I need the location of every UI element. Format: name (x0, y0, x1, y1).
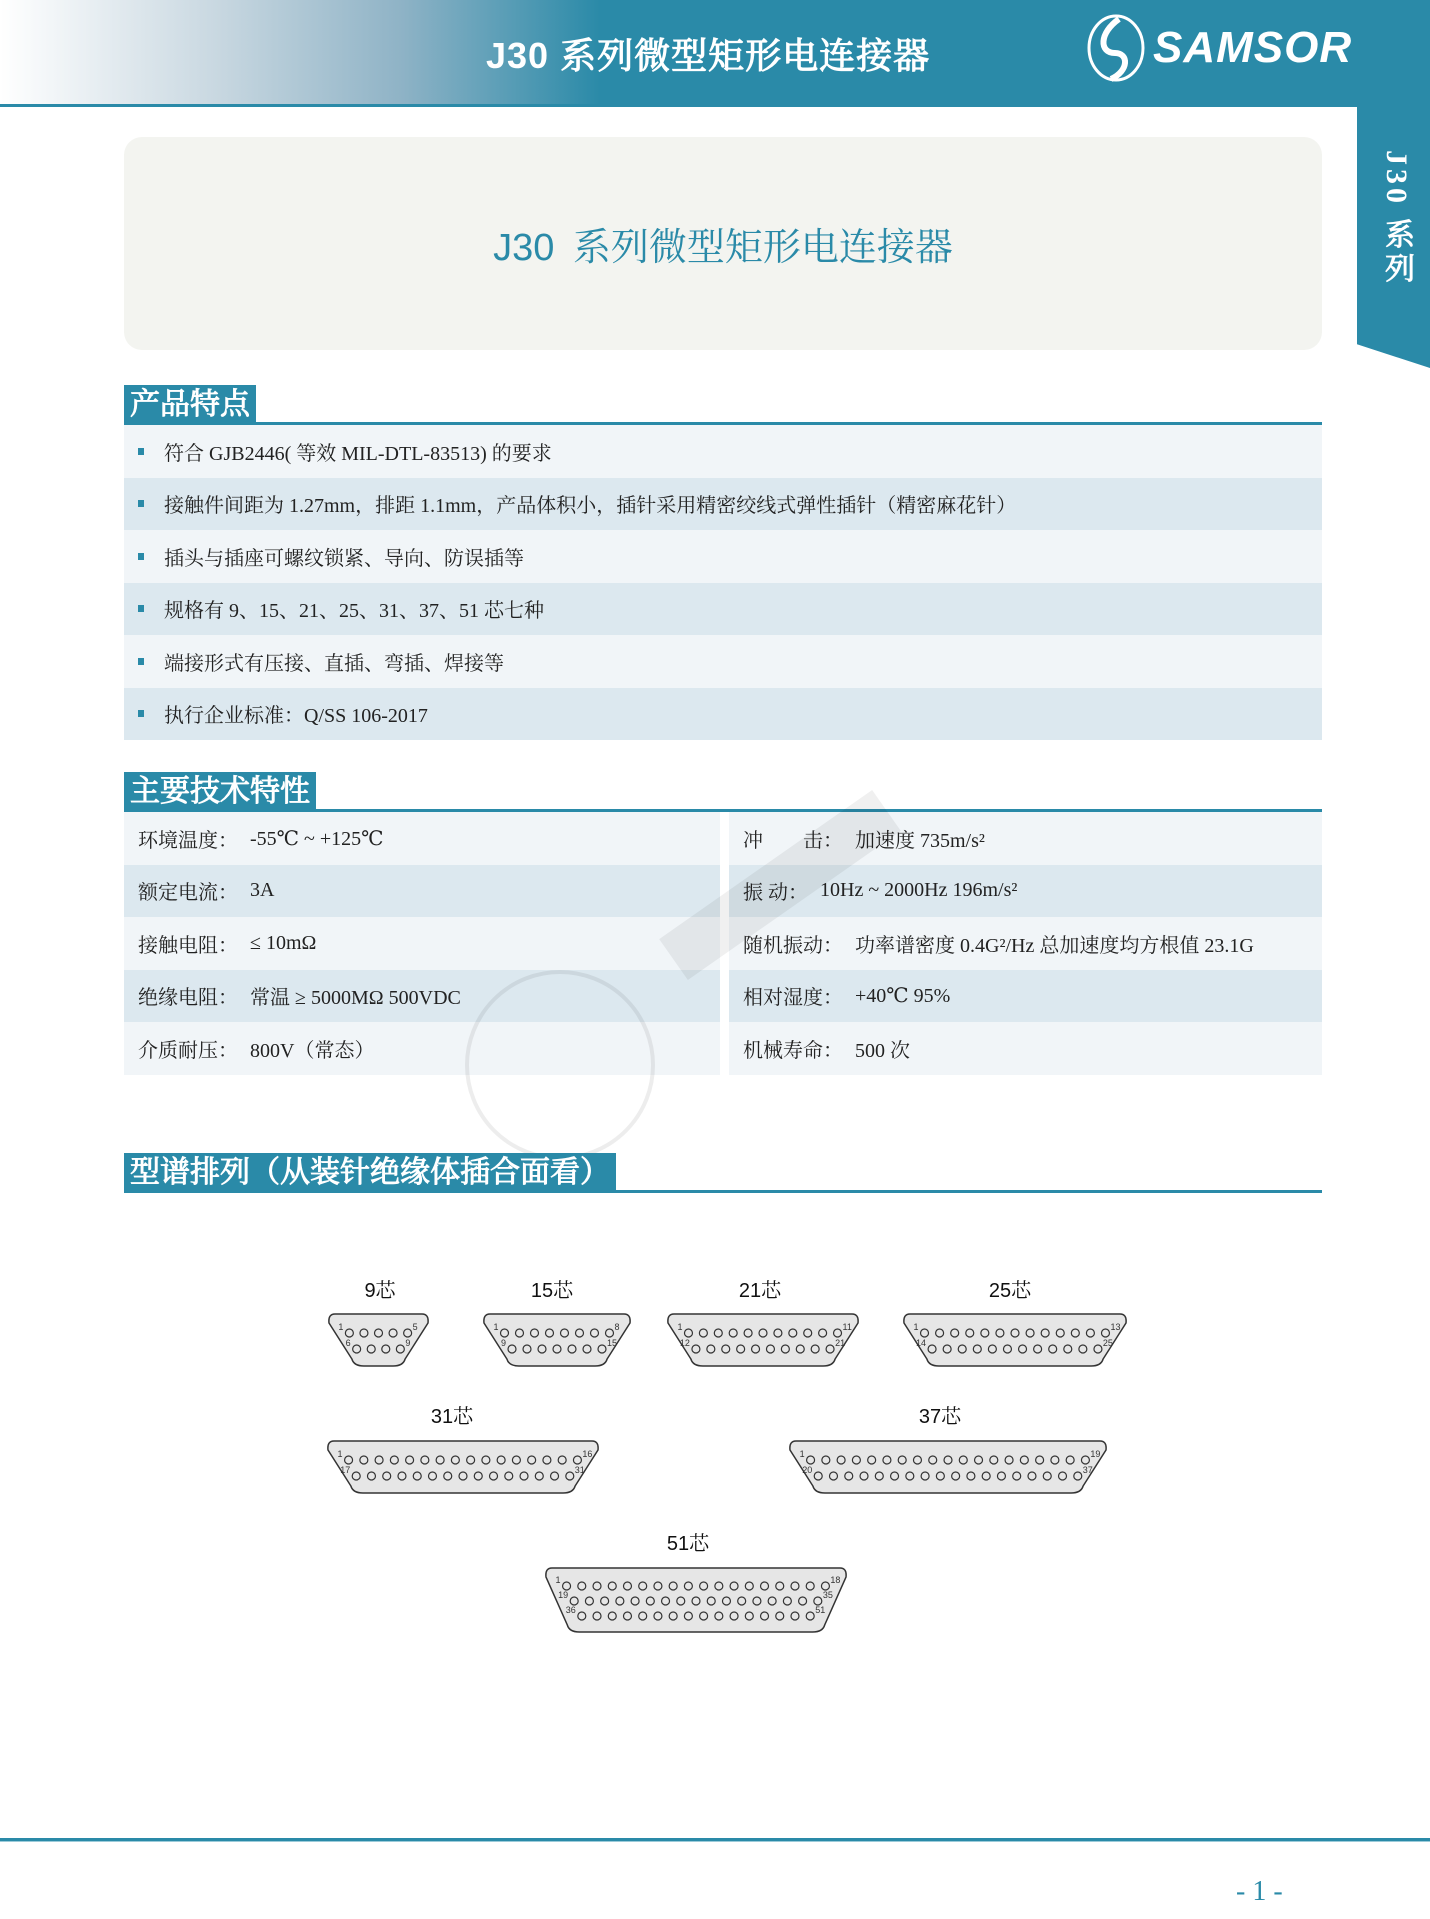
bullet-icon (138, 605, 144, 612)
spec-value: 功率谱密度 0.4G²/Hz 总加速度均方根值 23.1G (855, 934, 1254, 957)
spec-value: 800V（常态） (250, 1039, 375, 1062)
connector-label: 31芯 (430, 1406, 474, 1428)
spec-value: 加速度 735m/s² (855, 829, 985, 852)
specs-heading: 主要技术特性 (124, 772, 316, 812)
pin-number: 1 (338, 1322, 344, 1332)
pin-number: 12 (679, 1338, 690, 1348)
pin-number: 9 (500, 1338, 506, 1348)
swirl-logo-icon (1085, 13, 1147, 83)
bullet-icon (138, 658, 144, 665)
spec-cell (124, 865, 720, 918)
bullet-icon (138, 553, 144, 560)
pin-number: 31 (574, 1465, 585, 1475)
pin-number: 6 (345, 1338, 351, 1348)
spec-cell (124, 812, 720, 865)
title-card (124, 137, 1322, 350)
connector-outline (546, 1568, 846, 1632)
card-title: J30 系列微型矩形电连接器 (493, 227, 953, 269)
connector-label: 51芯 (666, 1533, 710, 1555)
connector-label: 25芯 (988, 1280, 1032, 1302)
spec-cell (124, 917, 720, 970)
pin-number: 1 (337, 1449, 343, 1459)
layout-section-header (124, 1153, 1322, 1193)
pin-number: 11 (842, 1322, 852, 1332)
feature-item (124, 688, 1322, 741)
bullet-icon (138, 500, 144, 507)
pin-number: 17 (340, 1465, 351, 1475)
specs-section-header (124, 772, 1322, 812)
spec-value: 10Hz ~ 2000Hz 196m/s² (820, 879, 1018, 902)
pin-number: 19 (1090, 1449, 1101, 1459)
spec-label: 介质耐压： (138, 1039, 238, 1062)
connector-shell (666, 1313, 860, 1367)
feature-item (124, 425, 1322, 478)
pin-number: 1 (799, 1449, 805, 1459)
spec-cell (729, 917, 1322, 970)
feature-item (124, 478, 1322, 531)
connector-label: 15芯 (530, 1280, 574, 1302)
spec-label: 机械寿命： (743, 1039, 843, 1062)
header-divider (0, 104, 1357, 107)
feature-text: 接触件间距为 1.27mm，排距 1.1mm，产品体积小，插针采用精密绞线式弹性插针（精密麻花针） (164, 495, 1017, 518)
feature-text: 符合 GJB2446( 等效 MIL-DTL-83513) 的要求 (164, 442, 552, 465)
logo-text: SAMSOR (1153, 23, 1353, 72)
page-number: - 1 - (1236, 1876, 1283, 1907)
features-heading: 产品特点 (124, 385, 256, 425)
connector-shell (788, 1440, 1108, 1494)
connector-shell (327, 1313, 430, 1367)
footer-divider (0, 1838, 1430, 1842)
connector-shell (902, 1313, 1128, 1367)
connector-outline (668, 1314, 858, 1366)
pin-number: 1 (913, 1322, 919, 1332)
feature-text: 执行企业标准：Q/SS 106-2017 (164, 705, 428, 728)
connector-outline (790, 1441, 1106, 1493)
pin-number: 15 (607, 1338, 618, 1348)
connector-outline (328, 1441, 598, 1493)
pin-number: 36 (565, 1605, 576, 1615)
pin-number: 1 (555, 1575, 561, 1585)
feature-item (124, 530, 1322, 583)
spec-cell (729, 1022, 1322, 1075)
connector-shell (482, 1313, 632, 1367)
feature-item (124, 583, 1322, 636)
features-section-header (124, 385, 1322, 425)
feature-text: 规格有 9、15、21、25、31、37、51 芯七种 (164, 600, 544, 623)
connector-label: 9芯 (364, 1280, 396, 1302)
spec-label: 接触电阻： (138, 934, 238, 957)
spec-label: 绝缘电阻： (138, 987, 238, 1010)
pin-number: 14 (916, 1338, 927, 1348)
pin-number: 37 (1082, 1465, 1093, 1475)
series-side-label: J30 系列 (1380, 150, 1413, 287)
pin-number: 5 (412, 1322, 418, 1332)
feature-item (124, 635, 1322, 688)
bullet-icon (138, 710, 144, 717)
header-title: J30 系列微型矩形电连接器 (486, 35, 931, 76)
connector-label: 21芯 (738, 1280, 782, 1302)
pin-number: 21 (835, 1338, 846, 1348)
connector-shell (544, 1567, 848, 1633)
spec-label: 相对湿度： (743, 987, 843, 1010)
spec-label: 振 动： (743, 882, 808, 905)
bullet-icon (138, 448, 144, 455)
feature-text: 插头与插座可螺纹锁紧、导向、防误插等 (164, 547, 524, 570)
layout-heading: 型谱排列（从装针绝缘体插合面看） (124, 1153, 616, 1193)
spec-cell (729, 970, 1322, 1023)
pin-number: 18 (830, 1575, 841, 1585)
spec-label: 冲 击： (743, 829, 843, 852)
pin-number: 1 (493, 1322, 499, 1332)
pin-number: 51 (815, 1605, 826, 1615)
pin-number: 16 (582, 1449, 593, 1459)
watermark-logo-icon (465, 970, 655, 1160)
pin-number: 19 (558, 1590, 569, 1600)
brand-logo (1085, 12, 1352, 84)
pin-number: 1 (677, 1322, 683, 1332)
feature-text: 端接形式有压接、直插、弯插、焊接等 (164, 652, 504, 675)
connector-outline (904, 1314, 1126, 1366)
connector-label: 37芯 (918, 1406, 962, 1428)
connector-shell (326, 1440, 600, 1494)
pin-number: 13 (1110, 1322, 1121, 1332)
pin-number: 20 (802, 1465, 813, 1475)
features-list (124, 425, 1322, 740)
spec-value: -55℃ ~ +125℃ (250, 827, 384, 850)
spec-label: 环境温度： (138, 829, 238, 852)
spec-value: ≤ 10mΩ (250, 931, 317, 954)
pin-number: 25 (1102, 1338, 1113, 1348)
pin-number: 35 (822, 1590, 833, 1600)
spec-label: 随机振动： (743, 934, 843, 957)
spec-value: 500 次 (855, 1039, 910, 1062)
pin-number: 9 (405, 1338, 411, 1348)
spec-value: 常温 ≥ 5000MΩ 500VDC (250, 987, 461, 1010)
spec-label: 额定电流： (138, 882, 238, 905)
pin-number: 8 (614, 1322, 620, 1332)
spec-value: +40℃ 95% (855, 985, 951, 1008)
spec-value: 3A (250, 879, 275, 902)
